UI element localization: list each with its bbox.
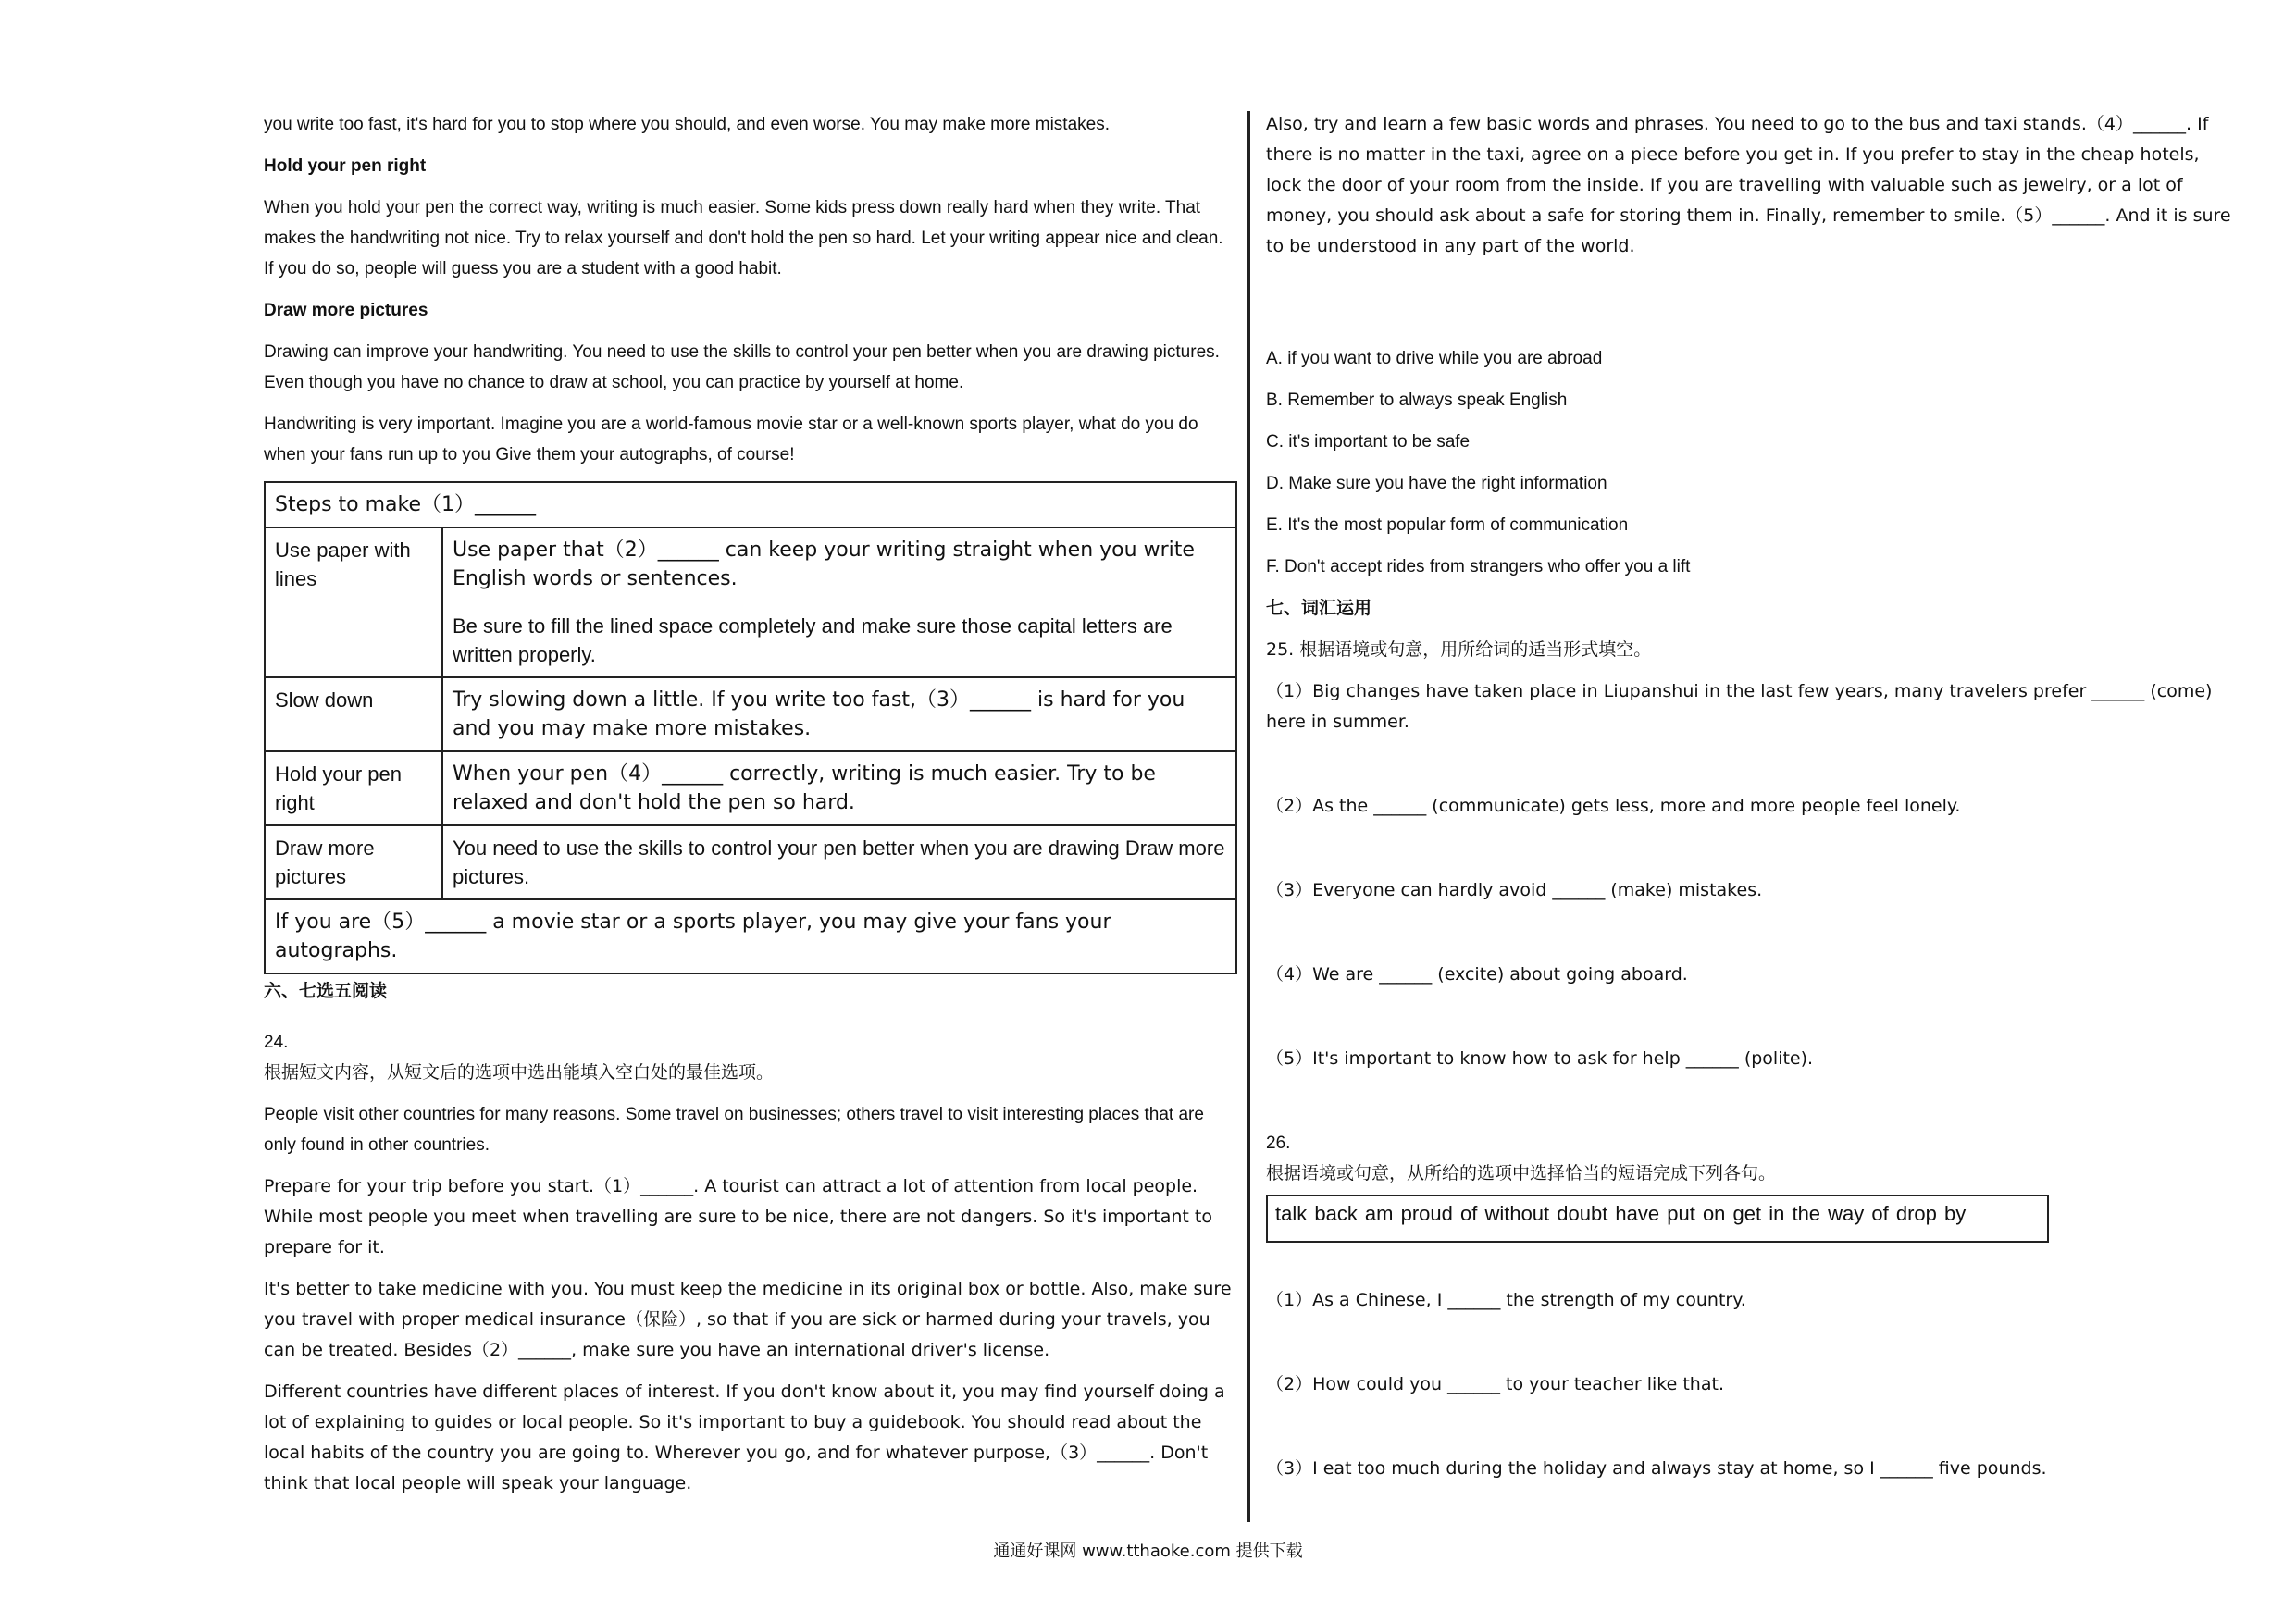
left-column [264,109,1237,1510]
row-content [442,527,1236,677]
row-text: Be sure to fill the lined space completely and make sure those capital letters are written properly. [453,614,1173,666]
option-item: C. it's important to be safe [1266,432,1471,452]
row-text: Try slowing down a little. If you write too fast,（3）______ is hard for you and you may make more mistakes. [442,677,1236,751]
fill-question: （2）As the ______ (communicate) gets less, more and more people feel lonely. [1266,796,1961,816]
option-item: E. It's the most popular form of communication [1266,515,1629,535]
option-item: A. if you want to drive while you are abroad [1266,349,1603,368]
fill-question: （3）Everyone can hardly avoid ______ (make) mistakes. [1266,880,1763,900]
passage-paragraph: People visit other countries for many reasons. Some travel on businesses; others travel to visit interesting places that are only found in other countries. [264,1105,1204,1155]
question-instruction: 根据短文内容，从短文后的选项中选出能填入空白处的最佳选项。 [264,1062,775,1083]
intro-paragraph: you write too fast, it's hard for you to stop where you should, and even worse. You may make more mistakes. [264,115,1110,134]
row-label: Use paper with lines [265,527,442,677]
passage-paragraph: Prepare for your trip before you start.（1）______. A tourist can attract a lot of attention from local people. While most people you meet when travelling are sure to be nice, there are not dangers. So it's important to prepare for it. [264,1176,1212,1258]
table-last-row [265,899,1236,973]
section-heading-seven: 七、词汇运用 [1266,598,1372,618]
question-instruction: 25. 根据语境或句意，用所给词的适当形式填空。 [1266,639,1652,660]
table-title-row [265,482,1236,527]
question-number: 24. [264,1033,289,1052]
draw-paragraph: Drawing can improve your handwriting. You need to use the skills to control your pen better when you are drawing pictures. Even though you have no chance to draw at school, you can practice by yourself at home. [264,342,1220,392]
hold-pen-paragraph: When you hold your pen the correct way, writing is much easier. Some kids press down really hard when they write. That makes the handwriting not nice. Try to relax yourself and don't hold the pen so hard. Let your writing appear nice and clean. If you do so, people will guess you are a student with a good habit. [264,198,1223,279]
fill-question: （4）We are ______ (excite) about going aboard. [1266,964,1688,985]
right-column [1266,109,2240,1538]
fill-question: （1）Big changes have taken place in Liupanshui in the last few years, many travelers prefer ______ (come) here in summer. [1266,681,2213,732]
section-heading-hold-pen: Hold your pen right [264,156,427,176]
column-divider [1247,111,1250,1522]
fill-question: （1）As a Chinese, I ______ the strength of my country. [1266,1290,1746,1310]
passage-paragraph: It's better to take medicine with you. You must keep the medicine in its original box or bottle. Also, make sure you travel with proper medical insurance（保险）, so that if you are sick or harmed during your travels, you can be treated. Besides（2）______, make sure you have an international driver's license. [264,1279,1232,1360]
row-label: Hold your pen right [265,751,442,825]
section-heading-draw: Draw more pictures [264,301,428,320]
page-footer: 通通好课网 www.tthaoke.com 提供下载 [993,1542,1303,1561]
row-text: Use paper that（2）______ can keep your writing straight when you write English words or sentences. [453,539,1195,590]
table-last: If you are（5）______ a movie star or a sports player, you may give your fans your autographs. [265,899,1236,973]
question-instruction: 根据语境或句意，从所给的选项中选择恰当的短语完成下列各句。 [1266,1163,1777,1183]
row-text: You need to use the skills to control your pen better when you are drawing Draw more pictures. [442,825,1236,899]
option-item: F. Don't accept rides from strangers who offer you a lift [1266,557,1691,576]
table-row [265,825,1236,899]
steps-table [264,481,1237,974]
passage-paragraph: Different countries have different places of interest. If you don't know about it, you may find yourself doing a lot of explaining to guides or local people. So it's important to buy a guidebook. You should read about the local habits of the country you are going to. Wherever you go, and for whatever purpose,（3）______. Don't think that local people will speak your language. [264,1381,1225,1493]
conclusion-paragraph: Handwriting is very important. Imagine you are a world-famous movie star or a well-known sports player, what do you do when your fans run up to you Give them your autographs, of course! [264,415,1198,465]
section-heading-six: 六、七选五阅读 [264,981,388,1001]
row-label: Slow down [265,677,442,751]
row-label: Draw more pictures [265,825,442,899]
table-row [265,527,1236,677]
question-number: 26. [1266,1134,1291,1153]
table-row [265,677,1236,751]
fill-question: （2）How could you ______ to your teacher like that. [1266,1374,1724,1394]
passage-paragraph: Also, try and learn a few basic words and phrases. You need to go to the bus and taxi stands.（4）______. If there is no matter in the taxi, agree on a piece before you get in. If you prefer to stay in the cheap hotels, lock the door of your room from the inside. If you are travelling with valuable such as jewelry, or a lot of money, you should ask about a safe for storing them in. Finally, remember to smile.（5）______. And it is sure to be understood in any part of the world. [1266,114,2231,256]
table-row [265,751,1236,825]
fill-question: （3）I eat too much during the holiday and always stay at home, so I ______ five pounds. [1266,1458,2047,1479]
option-item: D. Make sure you have the right information [1266,474,1607,493]
fill-question: （5）It's important to know how to ask for help ______ (polite). [1266,1048,1814,1069]
table-title: Steps to make（1）______ [265,482,1236,527]
phrase-box: talk back am proud of without doubt have put on get in the way of drop by [1266,1195,2049,1243]
option-item: B. Remember to always speak English [1266,390,1568,410]
row-text: When your pen（4）______ correctly, writing is much easier. Try to be relaxed and don't hold the pen so hard. [442,751,1236,825]
